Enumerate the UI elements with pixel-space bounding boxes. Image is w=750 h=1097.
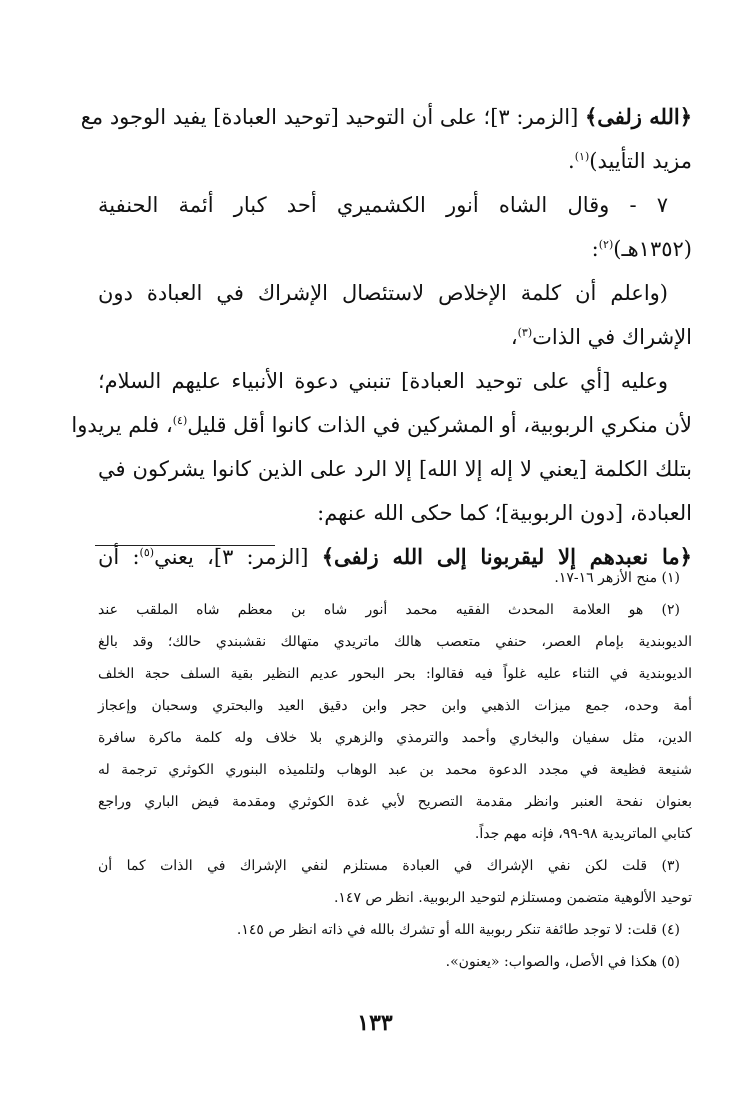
footnote-line: بعنوان نفحة العنبر وانظر مقدمة التصريح لأبي غدة الكوثري ومقدمة فيض الباري وراجع [98, 794, 692, 810]
footnote-line: أمة وحده، جمع ميزات الذهبي وابن حجر وابن دقيق العيد والبحتري وسحبان وإعجاز [98, 698, 692, 714]
body-line: ﴿الله زلفى﴾ [الزمر: ٣]؛ على أن التوحيد [توحيد العبادة] يفيد الوجود مع [80, 104, 692, 129]
quran-verse: ﴿ما نعبدهم إلا ليقربونا إلى الله زلفى﴾ [321, 544, 692, 569]
body-line: ٧ - وقال الشاه أنور الكشميري أحد كبار أئمة الحنفية [98, 193, 668, 217]
footnote-line: الديوبندية في الثناء عليه غلواً فيه فقالوا: بحر البحور عديم النظير بقية السلف حجة الخلف [98, 666, 692, 682]
footnote-line: شنيعة فظيعة في مجدد الدعوة محمد بن عبد الوهاب ولتلميذه البنوري الكوثري ترجمة له [98, 762, 692, 778]
body-line: وعليه [أي على توحيد العبادة] تنبني دعوة الأنبياء عليهم السلام؛ [98, 369, 668, 393]
footnote-line: الدين، مثل سفيان والبخاري وأحمد والترمذي والزهري بلا خلاف وله كلمة ماكرة سافرة [98, 730, 692, 746]
body-line: الإشراك في الذات$^{(٣)}$، [510, 325, 692, 349]
footnote-line: توحيد الألوهية متضمن ومستلزم لتوحيد الربوبية. انظر ص ١٤٧. [333, 890, 692, 906]
body-line: مزيد التأييد)$^{(١)}$. [568, 149, 692, 173]
body-line: بتلك الكلمة [يعني لا إله إلا الله] إلا الرد على الذين كانوا يشركون في [98, 457, 692, 481]
footnote-line: (٥) هكذا في الأصل، والصواب: «يعنون». [445, 954, 680, 970]
footnote-line: (١) منح الأزهر ١٦-١٧. [554, 570, 680, 586]
body-line: ﴿ما نعبدهم إلا ليقربونا إلى الله زلفى﴾ [الزمر: ٣]، يعني$^{(٥)}$: أن [98, 544, 692, 569]
footnote-line: (٣) قلت لكن نفي الإشراك في العبادة مستلزم لنفي الإشراك في الذات كما أن [98, 858, 680, 874]
page-number: ١٣٣ [357, 1010, 393, 1036]
footnote-separator [95, 545, 275, 546]
quran-phrase: ﴿الله زلفى﴾ [584, 104, 692, 129]
footnote-line: الديوبندية بإمام العصر، حنفي متعصب هالك ماتريدي متهالك نقشبندي حالك؛ وقد بالغ [98, 634, 692, 650]
body-line: (واعلم أن كلمة الإخلاص لاستئصال الإشراك في العبادة دون [98, 281, 668, 305]
body-line: (١٣٥٢هـ)$^{(٢)}$: [591, 237, 692, 261]
footnotes [98, 562, 692, 978]
footnote-line: كتابي الماتريدية ٩٨-٩٩، فإنه مهم جداً. [474, 826, 692, 842]
body-line: لأن منكري الربوبية، أو المشركين في الذات كانوا أقل قليل$^{(٤)}$، فلم يريدوا [71, 413, 692, 437]
footnote-line: (٢) هو العلامة المحدث الفقيه محمد أنور شاه بن معظم شاه الملقب عند [98, 602, 680, 618]
footnote-line: (٤) قلت: لا توجد طائفة تنكر ربوبية الله أو تشرك بالله في ذاته انظر ص ١٤٥. [236, 922, 680, 938]
main-text [71, 95, 692, 579]
body-line: العبادة، [دون الربوبية]؛ كما حكى الله عنهم: [317, 501, 692, 525]
